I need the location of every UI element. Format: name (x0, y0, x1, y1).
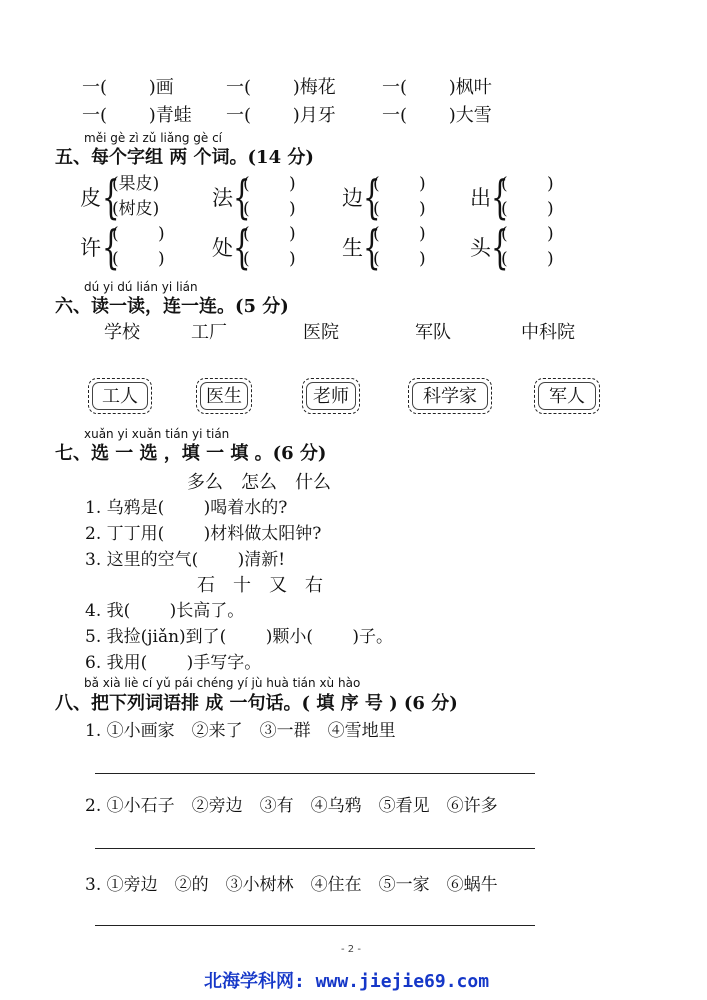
measure-item-2-2: 一( )月牙 (226, 105, 336, 126)
xu-blank-2[interactable]: ( ) (112, 249, 165, 269)
section5-pinyin: měi gè zì zǔ liǎng gè cí (84, 131, 223, 145)
char-sheng: 生 (342, 236, 363, 260)
char-tou: 头 (470, 236, 491, 260)
measure-item-1-2: 一( )梅花 (226, 77, 336, 98)
person-soldier-box[interactable] (534, 378, 600, 414)
section5-title: 五、每个字组 两 个词。(14 分) (55, 147, 314, 168)
place-academy: 中科院 (521, 322, 575, 343)
brace-chu: { (491, 170, 509, 224)
person-worker: 工人 (102, 386, 138, 407)
char-pi: 皮 (80, 186, 101, 210)
brace-sheng: { (363, 220, 381, 274)
question-7-5: 5. 我捡(jiǎn)到了( )颗小( )子。 (85, 627, 394, 647)
person-teacher: 老师 (313, 386, 349, 407)
answer-line-2[interactable] (95, 848, 535, 849)
chu-place-blank-1[interactable]: ( ) (243, 224, 296, 244)
chu-place-blank-2[interactable]: ( ) (243, 249, 296, 269)
place-hospital: 医院 (303, 322, 339, 343)
question-7-2: 2. 丁丁用( )材料做太阳钟? (85, 524, 322, 544)
question-8-1: 1. ①小画家 ②来了 ③一群 ④雪地里 (85, 721, 396, 741)
person-doctor-box[interactable] (196, 378, 252, 414)
fa-blank-1[interactable]: ( ) (243, 174, 296, 194)
tou-blank-2[interactable]: ( ) (501, 249, 554, 269)
brace-fa: { (233, 170, 251, 224)
xu-blank-1[interactable]: ( ) (112, 224, 165, 244)
pi-word-2: (树皮) (112, 199, 160, 219)
chu-blank-1[interactable]: ( ) (501, 174, 554, 194)
question-7-3: 3. 这里的空气( )清新! (85, 550, 286, 570)
bian-blank-1[interactable]: ( ) (373, 174, 426, 194)
char-chu-place: 处 (212, 236, 233, 260)
char-bian: 边 (342, 186, 363, 210)
section6-title: 六、读一读，连一连。(5 分) (55, 296, 289, 317)
person-scientist-box[interactable] (408, 378, 492, 414)
measure-item-2-3: 一( )大雪 (382, 105, 492, 126)
chu-blank-2[interactable]: ( ) (501, 199, 554, 219)
char-chu: 出 (470, 186, 491, 210)
question-7-6: 6. 我用( )手写字。 (85, 653, 262, 673)
word-choices-2: 石 十 又 右 (197, 575, 323, 596)
person-scientist: 科学家 (423, 386, 477, 407)
brace-tou: { (491, 220, 509, 274)
place-school: 学校 (104, 322, 140, 343)
person-soldier: 军人 (549, 386, 585, 407)
sheng-blank-1[interactable]: ( ) (373, 224, 426, 244)
person-worker-box[interactable] (88, 378, 152, 414)
brace-xu: { (102, 220, 120, 274)
place-factory: 工厂 (191, 322, 227, 343)
brace-pi: { (102, 170, 120, 224)
fa-blank-2[interactable]: ( ) (243, 199, 296, 219)
pi-word-1: (果皮) (112, 174, 160, 194)
section7-title: 七、选 一 选 ，填 一 填 。(6 分) (55, 443, 327, 464)
question-8-3: 3. ①旁边 ②的 ③小树林 ④住在 ⑤一家 ⑥蜗牛 (85, 875, 498, 895)
person-doctor: 医生 (206, 386, 242, 407)
question-8-2: 2. ①小石子 ②旁边 ③有 ④乌鸦 ⑤看见 ⑥许多 (85, 796, 498, 816)
page-number: - 2 - (341, 944, 361, 955)
measure-item-1-1: 一( )画 (82, 77, 174, 98)
section8-pinyin: bǎ xià liè cí yǔ pái chéng yí jù huà tián xù hào (84, 676, 361, 690)
word-choices-1: 多么 怎么 什么 (187, 472, 331, 493)
answer-line-3[interactable] (95, 925, 535, 926)
bian-blank-2[interactable]: ( ) (373, 199, 426, 219)
char-xu: 许 (80, 236, 101, 260)
place-army: 军队 (415, 322, 451, 343)
section8-title: 八、把下列词语排 成 一句话。( 填 序 号 ) (6 分) (55, 693, 458, 714)
footer-watermark[interactable]: 北海学科网: www.jiejie69.com (204, 971, 490, 992)
measure-item-2-1: 一( )青蛙 (82, 105, 192, 126)
tou-blank-1[interactable]: ( ) (501, 224, 554, 244)
person-teacher-box[interactable] (302, 378, 360, 414)
sheng-blank-2[interactable]: ( ) (373, 249, 426, 269)
section6-pinyin: dú yi dú lián yi lián (84, 280, 198, 294)
question-7-1: 1. 乌鸦是( )喝着水的? (85, 498, 288, 518)
answer-line-1[interactable] (95, 773, 535, 774)
brace-bian: { (363, 170, 381, 224)
question-7-4: 4. 我( )长高了。 (85, 601, 245, 621)
measure-item-1-3: 一( )枫叶 (382, 77, 492, 98)
char-fa: 法 (212, 186, 233, 210)
section7-pinyin: xuǎn yi xuǎn tián yi tián (84, 427, 230, 441)
brace-chu-place: { (233, 220, 251, 274)
